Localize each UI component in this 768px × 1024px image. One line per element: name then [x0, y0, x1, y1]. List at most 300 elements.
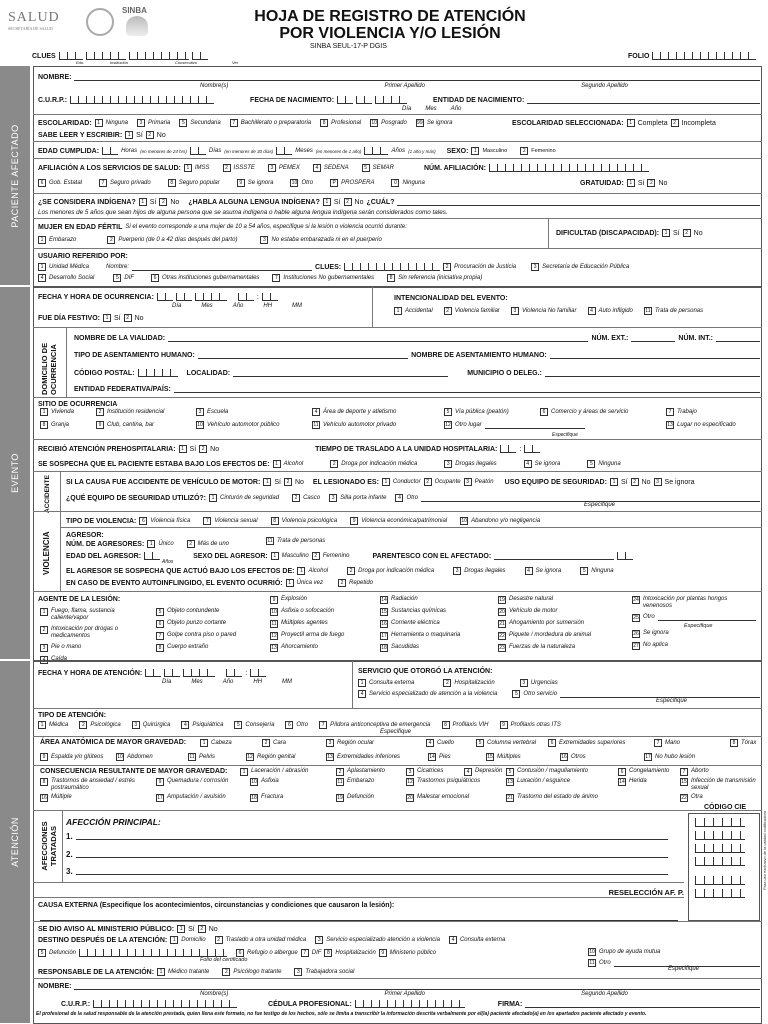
esc-incompleta-box[interactable]: 2 [671, 119, 679, 127]
clues-consec-field[interactable] [129, 52, 189, 60]
cie-field-causa[interactable] [695, 889, 745, 898]
afeccion-1-field[interactable] [76, 832, 668, 840]
agente-item [380, 596, 492, 604]
clues-ver-field[interactable] [192, 52, 208, 60]
edad-dias-field[interactable] [190, 147, 206, 155]
acc-eq-ignora: Se ignora [664, 478, 695, 486]
ref-otras-box[interactable]: 6 [151, 274, 159, 282]
intenc-trata-de-personas-box[interactable]: 11 [645, 308, 651, 314]
cie-field-principal[interactable] [695, 818, 745, 827]
sitio-escuela-box[interactable]: 3 [196, 408, 204, 416]
lengua-label: ¿HABLA ALGUNA LENGUA INDÍGENA? [188, 198, 320, 206]
num-ext-field[interactable] [631, 334, 675, 342]
area-torax-box[interactable]: 8 [730, 739, 738, 747]
cons-infeccion-de-transmision-sexua-box[interactable]: 15 [681, 779, 687, 785]
dest-dif-box[interactable]: 7 [301, 949, 309, 957]
resp-curp-field[interactable] [93, 1000, 237, 1008]
form-code: SINBA SEUL-17-P DGIS [310, 43, 387, 50]
intenc-violencia-no-familiar-box[interactable]: 3 [511, 307, 519, 315]
acc-conductor-box[interactable]: 1 [382, 478, 390, 486]
sitio-institucion-residencial-box[interactable]: 2 [96, 408, 104, 416]
clues-edo-field[interactable] [59, 52, 83, 60]
ref-nombre-field[interactable] [132, 263, 312, 271]
ref-justicia-box[interactable]: 2 [443, 263, 451, 271]
area-region-ocular-box[interactable]: 3 [326, 739, 334, 747]
sitio-comercio-y-areas-de-servicio-box[interactable]: 6 [540, 408, 548, 416]
afil-ninguna-box[interactable]: 0 [391, 179, 399, 187]
acc-ocupante-box[interactable]: 2 [424, 478, 432, 486]
disc-si-box[interactable]: 1 [662, 229, 670, 237]
sosp-ninguna-box[interactable]: 5 [587, 460, 595, 468]
cedula-field[interactable] [355, 1000, 465, 1008]
agente-item [380, 608, 492, 616]
dest-refugio-box[interactable]: 6 [236, 949, 244, 957]
acc-cinturon-box[interactable]: 1 [209, 494, 217, 502]
agente-ahorcamiento-box[interactable]: 13 [271, 645, 277, 651]
viol-abandono-y-o-negligencia-box[interactable]: 10 [461, 518, 467, 524]
area-cara-box[interactable]: 2 [262, 739, 270, 747]
curp-field[interactable] [70, 96, 214, 104]
acc-si-box[interactable]: 1 [263, 478, 271, 486]
entidad-ocu-field[interactable] [174, 385, 760, 393]
agente-radiacion: Radiación [391, 596, 418, 602]
afil-issste-box[interactable]: 2 [223, 164, 231, 172]
agente-proyectil-arma-de-fuego: Proyectil arma de fuego [281, 632, 345, 638]
ref-dif-box[interactable]: 5 [113, 274, 121, 282]
acc-eq-ignora-box[interactable]: 3 [654, 478, 662, 486]
cons-trastorno-del-estado-de-animo-box[interactable]: 21 [507, 795, 513, 801]
intenc-violencia-familiar-box[interactable]: 2 [444, 307, 452, 315]
acc-otro-box[interactable]: 4 [395, 494, 403, 502]
agente-proyectil-arma-de-fuego-box[interactable]: 12 [271, 633, 277, 639]
agente-sacudidas: Sacudidas [391, 644, 420, 650]
tipo-at-profilaxis-otras-its-box[interactable]: 9 [500, 721, 508, 729]
acc-no-box[interactable]: 2 [284, 478, 292, 486]
agr-unico: Único [158, 541, 174, 547]
festivo-no-box[interactable]: 2 [124, 314, 132, 322]
area-item [486, 753, 521, 761]
area-pelvis-box[interactable]: 11 [189, 754, 195, 760]
agente-caida: Caída [51, 656, 68, 662]
sitio-lugar-no-especificado-box[interactable]: 13 [667, 422, 673, 428]
ref-clues-field[interactable] [344, 263, 440, 271]
area-mano-box[interactable]: 7 [654, 739, 662, 747]
agente-item [156, 620, 268, 628]
num-int-field[interactable] [716, 334, 760, 342]
mujer-embarazo-box[interactable]: 1 [38, 236, 46, 244]
agente-desastre-natural: Desastre natural [509, 596, 554, 602]
afil-sedena-box[interactable]: 4 [313, 164, 321, 172]
agente-otro-field[interactable] [658, 614, 756, 621]
cons-congelamiento: Congelamiento [629, 768, 670, 774]
agente-explosion-box[interactable]: 9 [270, 596, 278, 604]
agente-desastre-natural-box[interactable]: 19 [499, 597, 505, 603]
esc-posgrado-box[interactable]: 10 [371, 120, 377, 126]
disc-no-box[interactable]: 2 [683, 229, 691, 237]
traslado-mm[interactable] [524, 445, 540, 453]
prehosp-si-box[interactable]: 1 [179, 445, 187, 453]
cons-laceracion-abrasion-box[interactable]: 1 [240, 768, 248, 776]
edad-meses-field[interactable] [276, 147, 292, 155]
viol-violencia-economica-patrimonia-box[interactable]: 9 [350, 517, 358, 525]
tipo-at-consejeria-box[interactable]: 5 [234, 721, 242, 729]
agente-ahogamiento-por-sumersion-box[interactable]: 21 [499, 621, 505, 627]
esc-bachillerato-o-preparatoria-box[interactable]: 7 [230, 119, 238, 127]
agente-caida-box[interactable]: 4 [40, 656, 48, 664]
cons-aborto-box[interactable]: 7 [680, 768, 688, 776]
entidad-nac-field[interactable] [527, 96, 760, 104]
acc-silla-box[interactable]: 3 [329, 494, 337, 502]
nombre-asent-field[interactable] [550, 351, 760, 359]
sitio-vehiculo-automotor-privado-box[interactable]: 11 [313, 422, 319, 428]
cons-quemadura-corrosion-box[interactable]: 9 [156, 778, 164, 786]
parentesco-field[interactable] [494, 552, 614, 560]
agente-otro-box[interactable]: 25 [633, 615, 639, 621]
atencion-dia[interactable] [145, 669, 161, 677]
agente-objeto-punzo-cortante-box[interactable]: 6 [156, 620, 164, 628]
edad-anios-field[interactable] [364, 147, 388, 155]
salud-logo: SALUD [8, 10, 60, 25]
cie-field-reseleccion[interactable] [695, 876, 745, 885]
lengua-cual-field[interactable] [397, 198, 760, 206]
afil-otro-box[interactable]: 10 [291, 180, 298, 186]
cie-field-1[interactable] [695, 831, 745, 840]
afil-imss-box[interactable]: 1 [184, 164, 192, 172]
dest-otro-box[interactable]: 11 [589, 960, 595, 966]
cons-cicatrices-box[interactable]: 3 [406, 768, 414, 776]
cons-fractura: Fractura [261, 794, 284, 800]
indigena-si-box[interactable]: 1 [139, 198, 147, 206]
agente-herramienta-o-maquinaria-box[interactable]: 17 [381, 633, 387, 639]
cons-quemadura-corrosion: Quemadura / corrosión [167, 778, 229, 784]
cie-field-2[interactable] [695, 844, 745, 853]
agr-ef-ninguna-box[interactable]: 5 [580, 567, 588, 575]
area-label: ÁREA ANATÓMICA DE MAYOR GRAVEDAD: [40, 739, 187, 746]
ref-nogub-box[interactable]: 7 [272, 274, 280, 282]
agente-se-ignora-box[interactable]: 26 [633, 631, 639, 637]
parentesco-label: PARENTESCO CON EL AFECTADO: [372, 552, 492, 560]
mujer-no-box[interactable]: 3 [260, 236, 268, 244]
cons-trastornos-psiquiatricos-box[interactable]: 12 [407, 779, 413, 785]
agente-vehiculo-de-motor-box[interactable]: 20 [499, 609, 505, 615]
area-columna-vertebral-box[interactable]: 5 [476, 739, 484, 747]
ocu-sub-dia: Día [172, 303, 182, 309]
area-no-hubo-lesion-box[interactable]: 17 [645, 754, 651, 760]
agente-objeto-contundente-box[interactable]: 5 [156, 608, 164, 616]
intenc-accidental-box[interactable]: 1 [394, 307, 402, 315]
entidad-nac-label: ENTIDAD DE NACIMIENTO: [433, 96, 525, 104]
mp-no: No [208, 925, 218, 933]
sosp-ninguna: Ninguna [598, 461, 621, 467]
cons-herida-box[interactable]: 14 [619, 779, 625, 785]
gratuidad-no-box[interactable]: 2 [647, 179, 655, 187]
resp-psicologo-box[interactable]: 2 [222, 968, 230, 976]
auto-unica-box[interactable]: 1 [286, 579, 294, 587]
area-pies-box[interactable]: 14 [429, 754, 435, 760]
traslado-hh[interactable] [500, 445, 516, 453]
folio-cert-field[interactable] [79, 949, 227, 957]
area-cabeza-box[interactable]: 1 [200, 739, 208, 747]
area-abdomen-box[interactable]: 10 [117, 754, 123, 760]
mp-si-box[interactable]: 1 [177, 925, 185, 933]
area-espalda-y-o-gluteos-box[interactable]: 9 [40, 753, 48, 761]
sitio-trabajo-box[interactable]: 7 [666, 408, 674, 416]
afil-se-ignora-box[interactable]: 9 [237, 179, 245, 187]
viol-violencia-fisica-box[interactable]: 6 [139, 517, 147, 525]
tipo-asent-field[interactable] [198, 351, 408, 359]
area-extremidades-inferiores-box[interactable]: 13 [327, 754, 333, 760]
prehosp-no-box[interactable]: 2 [199, 445, 207, 453]
gratuidad-si-box[interactable]: 1 [627, 179, 635, 187]
cons-herida: Herida [629, 778, 647, 784]
sabe-leer-si-box[interactable]: 1 [125, 131, 133, 139]
cons-trastornos-psiquiatricos: Trastornos psiquiátricos [417, 778, 481, 784]
esc-ninguna-box[interactable]: 1 [95, 119, 103, 127]
afil-prospera-box[interactable]: P [330, 179, 338, 187]
cons-depresion-box[interactable]: 4 [464, 768, 472, 776]
afil-gob-estatal-box[interactable]: 6 [38, 179, 46, 187]
ocurrencia-dia[interactable] [157, 293, 173, 301]
auto-repetido-box[interactable]: 2 [338, 579, 346, 587]
serv-hosp-box[interactable]: 2 [443, 679, 451, 687]
sexo-masc-box[interactable]: 1 [471, 147, 479, 155]
esc-se-ignora-box[interactable]: 99 [417, 120, 423, 126]
area-torax: Tórax [741, 740, 757, 746]
firma-field[interactable] [525, 1000, 760, 1008]
cons-trastornos-de-ansiedad-estres--box[interactable]: 8 [40, 778, 48, 786]
afil-gob-estatal: Gob. Estatal [49, 180, 83, 186]
folio-cert-label: Folio del certificado [200, 957, 248, 963]
fecha-nac-mes[interactable] [356, 96, 372, 104]
acc-peaton-box[interactable]: 3 [464, 478, 472, 486]
dest-domicilio-box[interactable]: 1 [170, 936, 178, 944]
serv-hosp: Hospitalización [454, 680, 495, 686]
serv-urg-box[interactable]: 3 [520, 679, 528, 687]
clues-inst-field[interactable] [86, 52, 126, 60]
agente-item [40, 608, 152, 622]
edad-agresor-field[interactable] [144, 552, 160, 560]
viol-violencia-psicologica-box[interactable]: 8 [271, 517, 279, 525]
cp-field[interactable] [138, 369, 178, 377]
agente-item [380, 644, 492, 652]
cons-congelamiento-box[interactable]: 6 [618, 768, 626, 776]
agente-sacudidas-box[interactable]: 18 [381, 645, 387, 651]
tipo-at-medica-box[interactable]: 1 [38, 721, 46, 729]
acc-casco-box[interactable]: 2 [292, 494, 300, 502]
area-extremidades-superiores-box[interactable]: 6 [548, 739, 556, 747]
num-afil-field[interactable] [489, 164, 649, 172]
mp-no-box[interactable]: 2 [198, 925, 206, 933]
serv-esp-box[interactable]: 4 [358, 690, 366, 698]
cons-luxacion-esguince-box[interactable]: 13 [507, 779, 513, 785]
dest-mp-box[interactable]: 9 [379, 949, 387, 957]
afil-pemex-box[interactable]: 3 [268, 164, 276, 172]
lengua-no-box[interactable]: 2 [344, 198, 352, 206]
sitio-granja-box[interactable]: 8 [40, 421, 48, 429]
area-region-genital-box[interactable]: 12 [247, 754, 253, 760]
ref-sep-box[interactable]: 3 [531, 263, 539, 271]
agente-se-ignora: Se ignora [643, 630, 669, 636]
fecha-nac-dia[interactable] [337, 96, 353, 104]
esc-primaria-box[interactable]: 3 [137, 119, 145, 127]
vialidad-field[interactable] [168, 334, 588, 342]
area-otros-box[interactable]: 16 [561, 754, 567, 760]
agente-multiples-agentes-box[interactable]: 11 [271, 621, 277, 627]
cons-multiple-box[interactable]: 16 [41, 795, 47, 801]
ref-sinref-box[interactable]: 8 [387, 274, 395, 282]
sitio-via-publica-peaton-box[interactable]: 5 [444, 408, 452, 416]
agr-ef-drogas-ilegales-box[interactable]: 3 [453, 567, 461, 575]
acc-otro-field[interactable] [421, 494, 760, 502]
agente-intoxicacion-por-plantas-hongo-box[interactable]: 24 [633, 597, 639, 603]
agente-asfixia-o-sofocacion-box[interactable]: 10 [271, 609, 277, 615]
at-sub-mm: MM [282, 679, 293, 685]
agente-golpe-contra-piso-o-pared-box[interactable]: 7 [156, 632, 164, 640]
sosp-droga-por-indicacion-medica-box[interactable]: 2 [330, 460, 338, 468]
cons-amputacion-avulsion-box[interactable]: 17 [157, 795, 163, 801]
intenc-auto-infligido-box[interactable]: 4 [588, 307, 596, 315]
afeccion-2-field[interactable] [76, 850, 668, 858]
agente-sustancias-quimicas-box[interactable]: 15 [381, 609, 387, 615]
tipo-at-pildora-anticonceptiva-de-emer: Píldora anticonceptiva de emergencia [330, 722, 431, 728]
agr-ef-alcohol-box[interactable]: 1 [297, 567, 305, 575]
agr-mas-box[interactable]: 2 [187, 540, 195, 548]
indigena-no-box[interactable]: 2 [159, 198, 167, 206]
ref-unidad-box[interactable]: 1 [38, 263, 46, 271]
area-pelvis: Pelvis [199, 754, 216, 760]
agente-fuego-flama-sustancia-caliente-box[interactable]: 1 [40, 608, 48, 616]
dest-traslado-box[interactable]: 2 [215, 936, 223, 944]
dest-consulta-box[interactable]: 4 [449, 936, 457, 944]
viol-violencia-sexual-box[interactable]: 7 [203, 517, 211, 525]
agente-corriente-electrica-box[interactable]: 16 [381, 621, 387, 627]
tipo-at-psiquiatrica-box[interactable]: 4 [181, 721, 189, 729]
mujer-puerperio-box[interactable]: 2 [107, 236, 115, 244]
area-item [246, 753, 295, 761]
sexo-fem-box[interactable]: 2 [520, 147, 528, 155]
cons-malestar-emocional-box[interactable]: 20 [407, 795, 413, 801]
localidad-field[interactable] [233, 369, 448, 377]
resp-trabajadora-box[interactable]: 3 [294, 968, 302, 976]
cons-asfixia-box[interactable]: 10 [251, 779, 257, 785]
sitio-escuela: Escuela [207, 409, 229, 415]
agr-trata-box[interactable]: 11 [267, 538, 273, 544]
tipo-at-otro-box[interactable]: 6 [285, 721, 293, 729]
agente-no-aplica-box[interactable]: 27 [633, 643, 639, 649]
acc-eq-si-box[interactable]: 1 [610, 478, 618, 486]
agr-masc-box[interactable]: 1 [271, 552, 279, 560]
cons-fractura-box[interactable]: 18 [251, 795, 257, 801]
esc-profesional-box[interactable]: 8 [320, 119, 328, 127]
ref-otras: Otras instituciones gubernamentales [162, 275, 260, 281]
indigena-note: Los menores de 5 años que sean hijos de alguna persona que se asuma indígena o hable alguna lengua indígena serán considerados como tales. [38, 208, 448, 216]
lengua-si-box[interactable]: 1 [323, 198, 331, 206]
edad-dias: Días [208, 148, 222, 154]
agr-ef-se-ignora-box[interactable]: 4 [525, 567, 533, 575]
sitio-otro-field[interactable] [485, 421, 585, 429]
gratuidad-si: Sí [637, 179, 645, 187]
esc-completa-box[interactable]: 1 [627, 119, 635, 127]
sabe-leer-no-box[interactable]: 2 [146, 131, 154, 139]
agr-fem-box[interactable]: 2 [312, 552, 320, 560]
agente-fuerzas-de-la-naturaleza-box[interactable]: 23 [499, 645, 505, 651]
agente-radiacion-box[interactable]: 14 [381, 597, 387, 603]
parentesco-code[interactable] [617, 552, 633, 560]
edad-horas-field[interactable] [102, 147, 118, 155]
cons-otra-box[interactable]: 22 [681, 795, 687, 801]
acc-eq-no-box[interactable]: 2 [631, 478, 639, 486]
dest-grupo: Grupo de ayuda mutua [599, 949, 661, 955]
cie-field-3[interactable] [695, 857, 745, 866]
tipo-at-profilaxis-vih-box[interactable]: 8 [442, 721, 450, 729]
tipo-at-quirurgica-box[interactable]: 3 [132, 721, 140, 729]
dest-defuncion-box[interactable]: 5 [38, 949, 46, 957]
afil-seguro-popular-box[interactable]: 8 [168, 179, 176, 187]
municipio-field[interactable] [545, 369, 760, 377]
serv-otro-field[interactable] [560, 690, 760, 698]
agente-cuerpo-extrano-box[interactable]: 8 [156, 644, 164, 652]
cons-item [250, 794, 330, 802]
agente-multiples-agentes: Múltiples agentes [281, 620, 328, 626]
dest-otro: Otro [599, 960, 611, 966]
dest-hosp-box[interactable]: 8 [324, 949, 332, 957]
tipo-especifique: Especifique [380, 729, 412, 735]
agente-intoxicacion-por-drogas-o-medi-box[interactable]: 2 [40, 626, 48, 634]
folio-field[interactable] [652, 52, 756, 60]
cons-asfixia: Asfixia [261, 778, 279, 784]
resp-medico-box[interactable]: 1 [157, 968, 165, 976]
area-cuello-box[interactable]: 4 [426, 739, 434, 747]
ref-desarrollo-box[interactable]: 4 [38, 274, 46, 282]
festivo-si-box[interactable]: 1 [103, 314, 111, 322]
agr-ef-droga-por-indicacion-medica-box[interactable]: 2 [347, 567, 355, 575]
serv-consulta-box[interactable]: 1 [358, 679, 366, 687]
tipo-at-pildora-anticonceptiva-de-emer-box[interactable]: 7 [319, 721, 327, 729]
sosp-drogas-ilegales-box[interactable]: 3 [444, 460, 452, 468]
sitio-vivienda-box[interactable]: 1 [40, 408, 48, 416]
esc-secundaria-box[interactable]: 5 [179, 119, 187, 127]
sitio-vehiculo-automotor-publico-box[interactable]: 10 [197, 422, 203, 428]
cons-contusion-magullamiento-box[interactable]: 5 [506, 768, 514, 776]
agente-pie-o-mano-box[interactable]: 3 [40, 644, 48, 652]
destino-label: DESTINO DESPUÉS DE LA ATENCIÓN: [38, 936, 168, 944]
cons-embarazo-box[interactable]: 11 [337, 779, 343, 785]
sitio-otro-lugar-box[interactable]: 12 [445, 422, 451, 428]
sitio-club-cantina-bar-box[interactable]: 9 [96, 421, 104, 429]
agente-piquete-mordedura-de-animal-box[interactable]: 22 [499, 633, 505, 639]
sosp-se-ignora-box[interactable]: 4 [524, 460, 532, 468]
dest-defuncion: Defunción [49, 950, 77, 956]
afeccion-3-field[interactable] [76, 867, 668, 875]
dest-servicio-box[interactable]: 3 [315, 936, 323, 944]
prehosp-no: No [210, 445, 220, 453]
cons-aplastamiento-box[interactable]: 2 [336, 768, 344, 776]
afil-seguro-privado-box[interactable]: 7 [99, 179, 107, 187]
resp-curp-label: C.U.R.P.: [61, 1000, 91, 1008]
tipo-at-psicologica-box[interactable]: 2 [79, 721, 87, 729]
afil-semar-box[interactable]: 5 [362, 164, 370, 172]
sosp-alcohol-box[interactable]: 1 [273, 460, 281, 468]
agr-unico-box[interactable]: 1 [147, 540, 155, 548]
dest-grupo-box[interactable]: 10 [589, 949, 595, 955]
intenc-violencia-familiar: Violencia familiar [454, 308, 500, 314]
cons-item [406, 768, 472, 776]
sitio-area-de-deporte-y-atletismo-box[interactable]: 4 [312, 408, 320, 416]
area-multiples-box[interactable]: 15 [487, 754, 493, 760]
serv-otro-box[interactable]: 5 [512, 690, 520, 698]
cons-defuncion-box[interactable]: 19 [337, 795, 343, 801]
agente-asfixia-o-sofocacion: Asfixia o sofocación [281, 608, 335, 614]
